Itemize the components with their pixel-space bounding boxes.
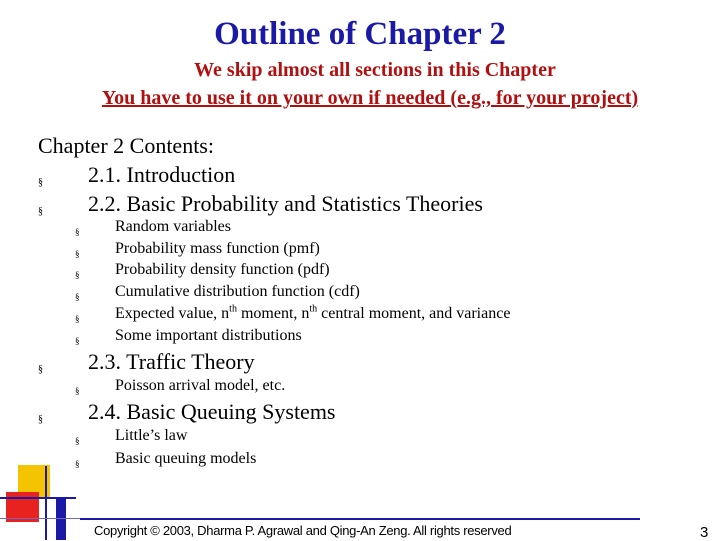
subsection-label: Some important distributions [115, 327, 302, 344]
bullet-icon: § [75, 336, 80, 346]
subsection-label: Cumulative distribution function (cdf) [115, 283, 360, 300]
page-number: 3 [700, 524, 709, 541]
bullet-icon: § [75, 436, 80, 446]
subsection-label: Poisson arrival model, etc. [115, 377, 286, 394]
subtitle-use-note: You have to use it on your own if needed (e.g., for your project) [101, 87, 639, 109]
bullet-icon: § [38, 414, 43, 425]
bullet-icon: § [75, 249, 80, 259]
bullet-icon: § [75, 314, 80, 324]
bullet-icon: § [38, 364, 43, 375]
subsection-label-expected-value: Expected value, $n^{th}$ moment, $n^{th}$ central moment, and variance [115, 303, 511, 322]
bullet-icon: § [38, 177, 43, 188]
subsection-label: Basic queuing models [115, 450, 257, 467]
deco-vertical-line [45, 466, 47, 540]
bullet-icon: § [75, 292, 80, 302]
bullet-icon: § [75, 459, 80, 469]
deco-horizontal-line-lower [0, 518, 80, 519]
section-label: 2.2. Basic Probability and Statistics Theories [88, 191, 483, 216]
subsection-label: Random variables [115, 218, 231, 235]
footer-divider [80, 518, 640, 520]
contents-heading: Chapter 2 Contents: [38, 133, 214, 158]
subtitle-skip-note: We skip almost all sections in this Chapter [194, 59, 556, 81]
deco-horizontal-line [0, 497, 76, 499]
subsection-label: Probability mass function (pmf) [115, 240, 320, 257]
section-label: 2.4. Basic Queuing Systems [88, 399, 336, 424]
bullet-icon: § [75, 270, 80, 280]
bullet-icon: § [38, 206, 43, 217]
bullet-icon: § [75, 386, 80, 396]
slide-title: Outline of Chapter 2 [214, 16, 506, 52]
footer-copyright: Copyright © 2003, Dharma P. Agrawal and Qing-An Zeng. All rights reserved [94, 523, 512, 538]
section-label: 2.1. Introduction [88, 162, 236, 187]
subsection-label: Probability density function (pdf) [115, 261, 330, 278]
bullet-icon: § [75, 227, 80, 237]
subsection-label: Little’s law [115, 427, 188, 444]
section-label: 2.3. Traffic Theory [88, 349, 255, 374]
